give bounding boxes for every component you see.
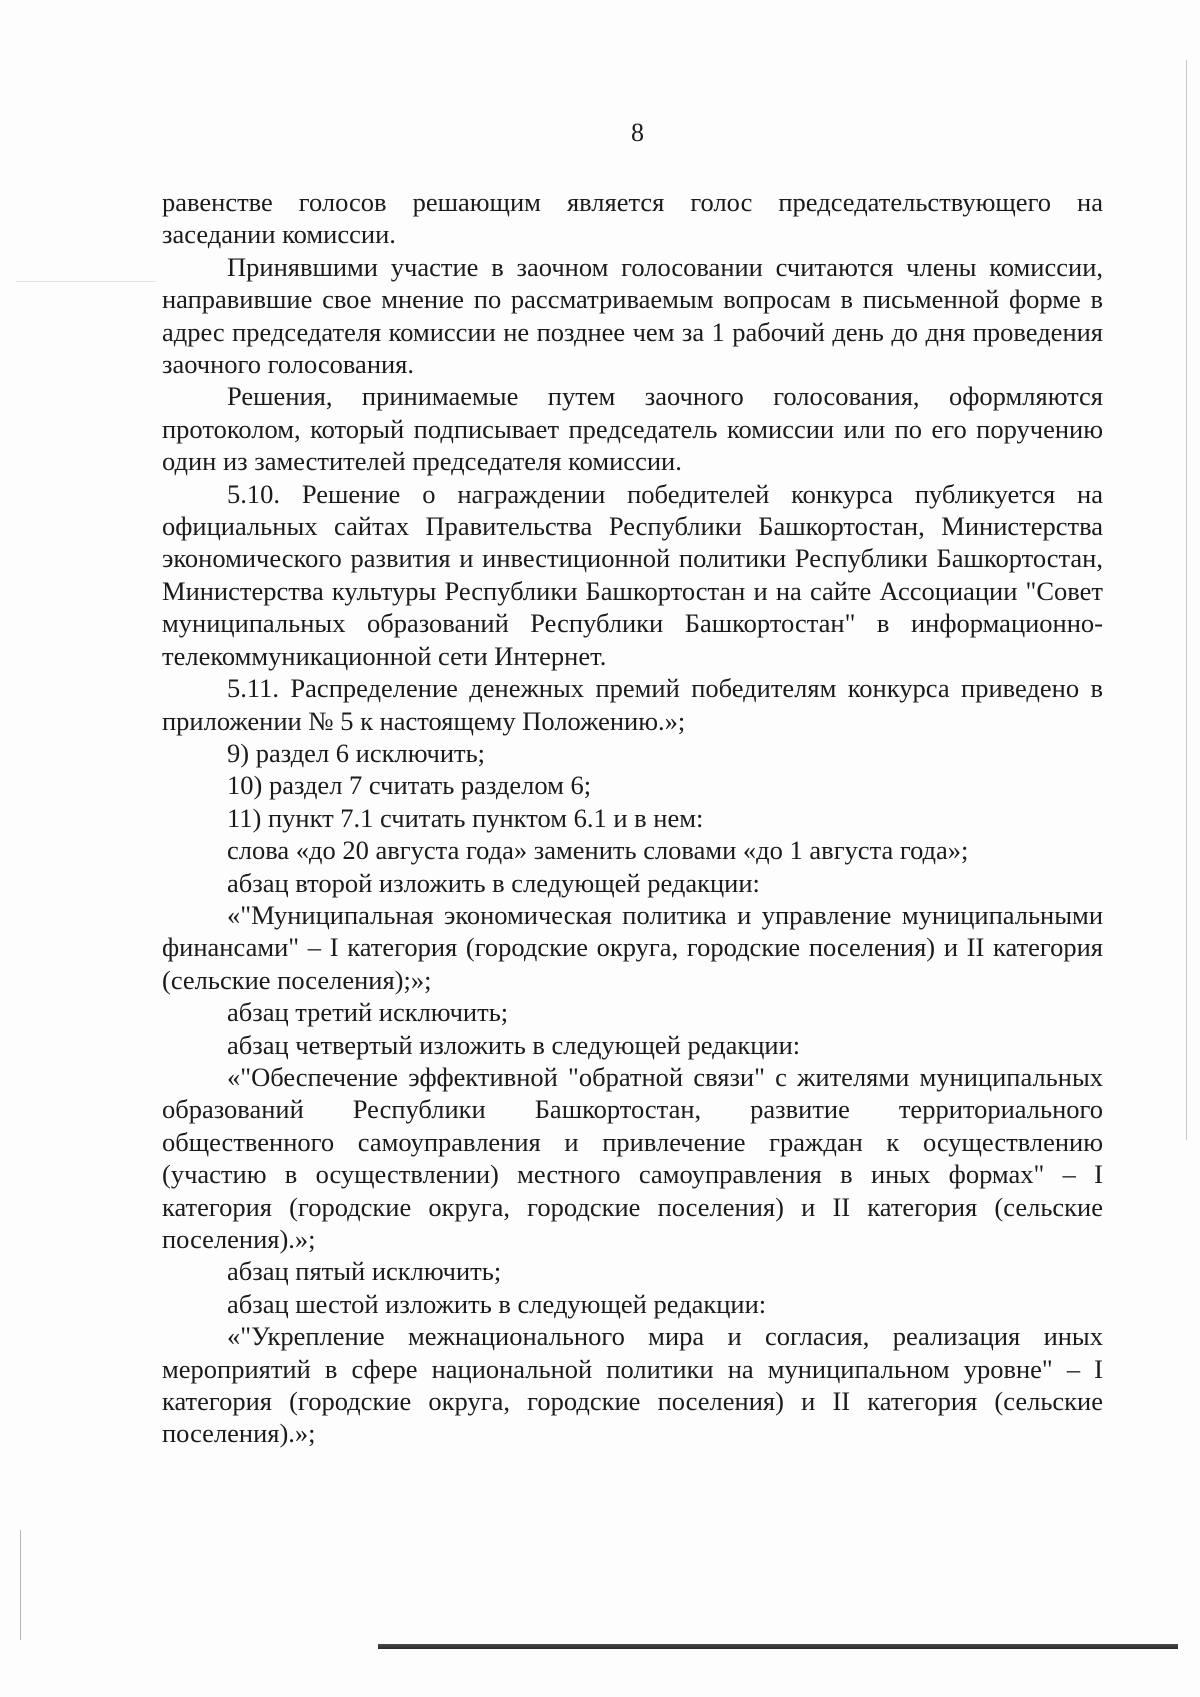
paragraph: «"Муниципальная экономическая политика и управление муниципальными финансами" – I категория (городские округа, городские поселения) и II категория (сельские поселения);»; — [162, 899, 1103, 995]
paragraph: 5.10. Решение о награждении победителей конкурса публикуется на официальных сайтах Правительства Республики Башкортостан, Министерства экономического развития и инвестиционной политики Республики Башкортостан, Министерства культуры Республики Башкортостан и на сайте Ассоциации "Совет муниципальных образований Республики Башкортостан" в информационно-телекоммуникационной сети Интернет. — [162, 478, 1103, 671]
paragraph: Принявшими участие в заочном голосовании считаются члены комиссии, направившие свое мнение по рассматриваемым вопросам в письменной форме в адрес председателя комиссии не позднее чем за 1 рабочий день до дня проведения заочного голосования. — [162, 251, 1103, 380]
paragraph: «"Укрепление межнационального мира и согласия, реализация иных мероприятий в сфере национальной политики на муниципальном уровне" – I категория (городские округа, городские поселения) и II категория (сельские поселения).»; — [162, 1321, 1103, 1449]
paragraph: абзац третий исключить; — [227, 997, 509, 1028]
document-body — [162, 186, 1103, 1450]
footer-rule — [378, 1644, 1178, 1649]
paragraph: «"Обеспечение эффективной "обратной связи" с жителями муниципальных образований Республики Башкортостан, развитие территориального общественного самоуправления и привлечение граждан к осуществлению (участию в осуществлении) местного самоуправления в иных формах" – I категория (городские округа, городские поселения) и II категория (сельские поселения).»; — [162, 1061, 1103, 1254]
paragraph: Решения, принимаемые путем заочного голосования, оформляются протоколом, который подписывает председатель комиссии или по его поручению один из заместителей председателя комиссии. — [162, 381, 1103, 477]
paragraph: слова «до 20 августа года» заменить словами «до 1 августа года»; — [227, 835, 969, 866]
paragraph: равенстве голосов решающим является голос председательствующего на заседании комиссии. — [162, 187, 1103, 250]
paragraph: 9) раздел 6 исключить; — [227, 737, 486, 768]
scan-edge-right — [1186, 60, 1187, 1140]
paragraph: абзац шестой изложить в следующей редакции: — [227, 1288, 767, 1319]
scan-line-left — [16, 281, 156, 282]
paragraph: абзац второй изложить в следующей редакции: — [227, 867, 760, 898]
paragraph: 5.11. Распределение денежных премий победителям конкурса приведено в приложении № 5 к настоящему Положению.»; — [162, 673, 1103, 736]
scan-edge-left — [20, 1530, 21, 1640]
page-number: 8 — [631, 118, 644, 147]
paragraph: 11) пункт 7.1 считать пунктом 6.1 и в нем: — [227, 802, 704, 833]
paragraph: 10) раздел 7 считать разделом 6; — [227, 770, 592, 801]
paragraph: абзац четвертый изложить в следующей редакции: — [227, 1029, 801, 1060]
paragraph: абзац пятый исключить; — [227, 1256, 502, 1287]
